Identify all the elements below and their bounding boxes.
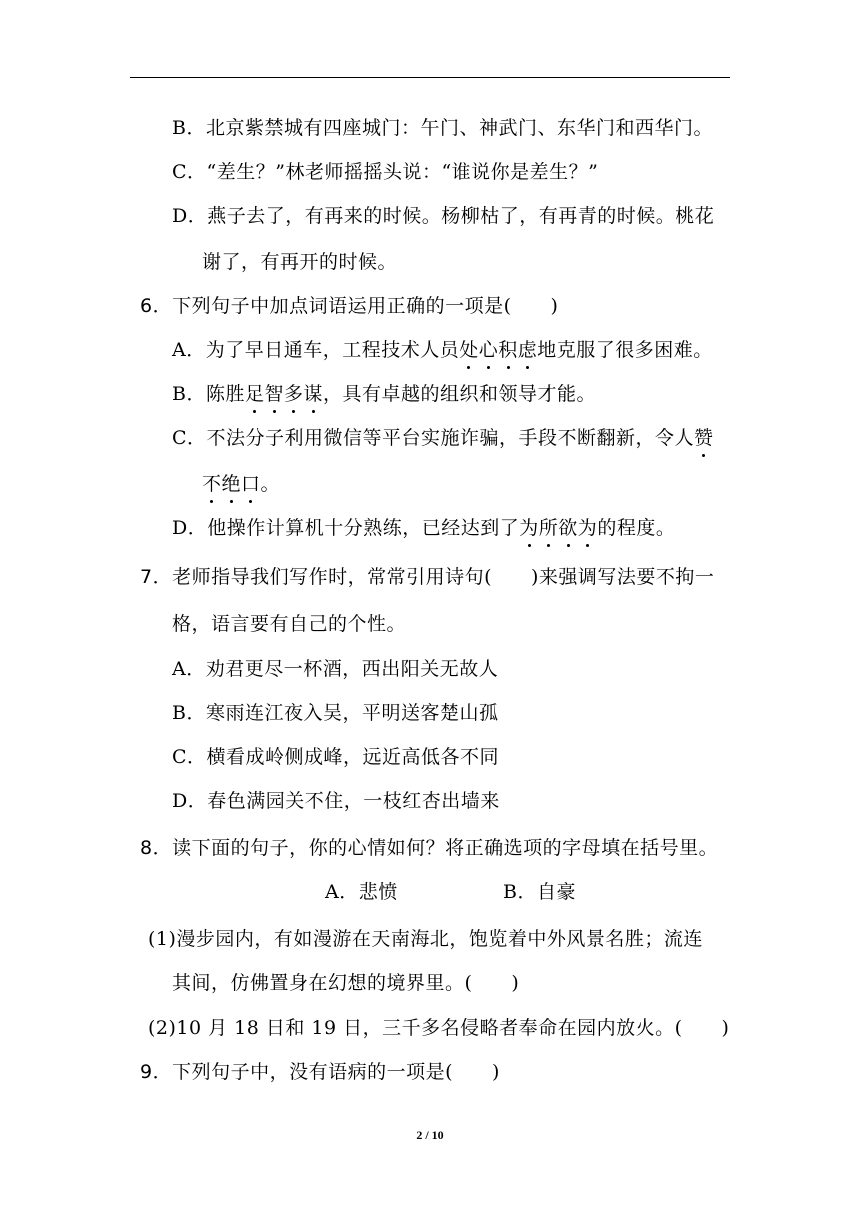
q8-number: 8． (140, 837, 173, 859)
q6-question (140, 293, 558, 319)
q9-number: 9． (140, 1061, 173, 1083)
q7-number: 7． (140, 566, 173, 588)
q7-option-b: B．寒雨连江夜入吴，平明送客楚山孤 (172, 702, 499, 724)
dotted-char: 绝 (221, 473, 242, 495)
q7-question-line1 (140, 564, 714, 590)
q8-sub2: (2)10 月 18 日和 19 日，三千多名侵略者奉命在园内放火。( ) (148, 1017, 730, 1039)
q6-option-d-text-end: 的程度。 (597, 517, 676, 539)
dotted-char: 处 (459, 339, 479, 361)
q8-choice-b: B．自豪 (503, 881, 576, 903)
q9-stem: 下列句子中，没有语病的一项是( ) (172, 1061, 500, 1083)
q6-option-a-text: A．为了早日通车，工程技术人员 (172, 339, 460, 361)
page-number: 2 / 10 (416, 1128, 444, 1142)
dotted-char: 多 (284, 383, 304, 405)
q6-option-a (172, 337, 713, 363)
q6-option-c-text: C．不法分子利用微信等平台实施诈骗，手段不断翻新，令人 (172, 427, 695, 449)
q7-question-line2: 格，语言要有自己的个性。 (172, 613, 407, 635)
q8-choice-a: A．悲愤 (325, 881, 398, 903)
q8-sub1-line2: 其间，仿佛置身在幻想的境界里。( ) (172, 972, 520, 994)
q5-option-d-line1: D．燕子去了，有再来的时候。杨柳枯了，有再青的时候。桃花 (172, 205, 715, 227)
dotted-char: 赞 (694, 427, 714, 449)
dotted-char: 心 (478, 339, 499, 361)
dotted-char: 所 (538, 517, 559, 539)
q8-stem: 读下面的句子，你的心情如何？将正确选项的字母填在括号里。 (172, 837, 719, 859)
q6-option-b-text: B．陈胜 (172, 383, 245, 405)
q7-option-d: D．春色满园关不住，一枝红杏出墙来 (172, 790, 500, 812)
dotted-char: 足 (244, 383, 265, 405)
q6-stem: 下列句子中加点词语运用正确的一项是( ) (172, 295, 559, 317)
dotted-char: 为 (519, 517, 539, 539)
q6-option-d (172, 515, 675, 541)
dotted-char: 不 (202, 473, 222, 495)
q5-option-c: C．“差生？”林老师摇摇头说：“谁说你是差生？” (172, 161, 599, 183)
q7-stem: 老师指导我们写作时，常常引用诗句( )来强调写法要不拘一 (172, 566, 715, 588)
q6-option-b-text-end: ，具有卓越的组织和领导才能。 (323, 383, 597, 405)
q6-option-d-text: D．他操作计算机十分熟练，已经达到了 (172, 517, 520, 539)
dotted-char: 虑 (517, 339, 538, 361)
q7-option-a: A．劝君更尽一杯酒，西出阳关无故人 (172, 658, 499, 680)
q6-option-c-text-end: 。 (260, 473, 281, 495)
dotted-char: 智 (264, 383, 284, 405)
q6-option-a-text-end: 地克服了很多困难。 (537, 339, 713, 361)
dotted-char: 谋 (303, 383, 324, 405)
dotted-char: 为 (577, 517, 598, 539)
dotted-char: 欲 (558, 517, 578, 539)
q5-option-b: B．北京紫禁城有四座城门：午门、神武门、东华门和西华门。 (172, 117, 713, 139)
q8-question (140, 835, 718, 861)
q7-option-c: C．横看成岭侧成峰，远近高低各不同 (172, 746, 500, 768)
q5-option-d-line2: 谢了，有再开的时候。 (202, 251, 398, 273)
q6-option-c-line2 (202, 471, 280, 497)
q6-option-c-line1 (172, 425, 714, 451)
q6-option-b (172, 381, 596, 407)
q9-question (140, 1059, 500, 1085)
q6-number: 6． (140, 295, 173, 317)
q8-sub1-line1: (1)漫步园内，有如漫游在天南海北，饱览着中外风景名胜；流连 (148, 928, 703, 950)
dotted-char: 口 (241, 473, 261, 495)
dotted-char: 积 (498, 339, 518, 361)
header-rule (130, 77, 730, 78)
